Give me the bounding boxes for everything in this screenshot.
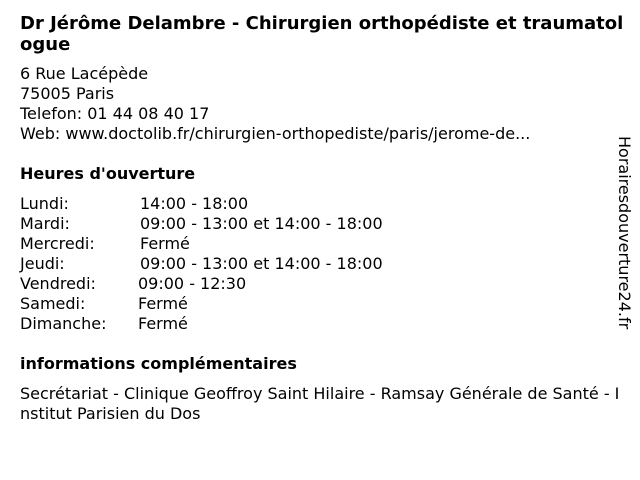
site-watermark: Horairesdouverture24.fr	[615, 136, 634, 330]
day-label: Mardi:	[20, 214, 70, 233]
day-hours: Fermé	[140, 234, 190, 253]
hours-row-friday	[20, 274, 610, 294]
day-label: Mercredi:	[20, 234, 95, 253]
contact-info	[20, 64, 610, 144]
day-label: Lundi:	[20, 194, 69, 213]
day-label: Jeudi:	[20, 254, 65, 273]
day-hours: 09:00 - 13:00 et 14:00 - 18:00	[140, 254, 383, 273]
day-label: Vendredi:	[20, 274, 96, 293]
phone-number: Telefon: 01 44 08 40 17	[20, 104, 210, 123]
hours-row-tuesday	[20, 214, 610, 234]
day-hours: Fermé	[138, 294, 188, 313]
day-hours: 09:00 - 12:30	[138, 274, 247, 293]
street-address: 6 Rue Lacépède	[20, 64, 149, 83]
page-title: Dr Jérôme Delambre - Chirurgien orthopédiste et traumatologue	[20, 13, 624, 55]
additional-info-heading: informations complémentaires	[20, 354, 297, 373]
day-hours: Fermé	[138, 314, 188, 333]
opening-hours-heading: Heures d'ouverture	[20, 164, 196, 183]
day-hours: 14:00 - 18:00	[140, 194, 249, 213]
hours-row-wednesday	[20, 234, 610, 254]
website-link[interactable]: Web: www.doctolib.fr/chirurgien-orthopediste/paris/jerome-de...	[20, 124, 531, 143]
hours-row-monday	[20, 194, 610, 214]
opening-hours-table	[20, 194, 610, 334]
hours-row-sunday	[20, 314, 610, 334]
hours-row-saturday	[20, 294, 610, 314]
additional-info-text: Secrétariat - Clinique Geoffroy Saint Hilaire - Ramsay Générale de Santé - Institut Parisien du Dos	[20, 384, 620, 423]
day-label: Dimanche:	[20, 314, 107, 333]
day-label: Samedi:	[20, 294, 86, 313]
hours-row-thursday	[20, 254, 610, 274]
city-postcode: 75005 Paris	[20, 84, 115, 103]
day-hours: 09:00 - 13:00 et 14:00 - 18:00	[140, 214, 383, 233]
